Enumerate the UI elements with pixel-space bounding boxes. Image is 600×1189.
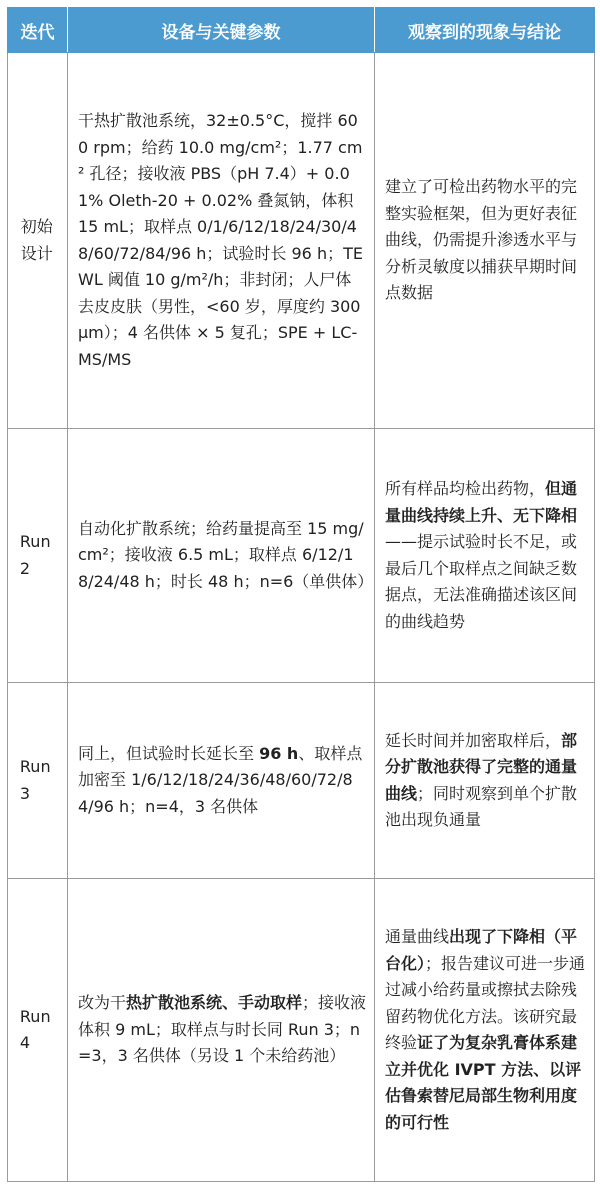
text-segment: 自动化扩散系统；给药量提高至 15 mg/cm²；接收液 6.5 mL；取样点 6/12/18/24/48 h；时长 48 h；n=6（单供体） — [78, 518, 374, 591]
table-row — [8, 429, 595, 683]
text-segment: ——提示试验时长不足，或最后几个取样点之间缺乏数据点，无法准确描述该区间的曲线趋势 — [385, 532, 578, 631]
params-cell — [68, 53, 375, 429]
iteration-table — [7, 7, 595, 1182]
table-row — [8, 683, 595, 879]
text-segment: 、取样点加密至 1/6/12/18/24/36/48/60/72/84/96 h；n=4，3 名供体 — [78, 743, 363, 816]
result-cell — [375, 683, 595, 879]
header-result: 观察到的现象与结论 — [375, 8, 595, 53]
text-segment: 延长时间并加密取样后， — [385, 730, 562, 750]
iteration-cell: Run 2 — [8, 429, 68, 683]
iteration-cell: Run 4 — [8, 879, 68, 1182]
text-segment: ；报告建议可进一步通过减小给药量或擦拭去除残留药物优化方法。该研究最终验 — [385, 953, 586, 1052]
bold-text-segment: 但通量曲线持续上升、无下降相 — [385, 479, 578, 525]
header-iteration: 迭代 — [8, 8, 68, 53]
bold-text-segment: 96 h — [259, 743, 299, 763]
result-cell — [375, 429, 595, 683]
text-segment: 同上，但试验时长延长至 — [78, 743, 260, 763]
text-segment: ；同时观察到单个扩散池出现负通量 — [385, 783, 578, 829]
header-params: 设备与关键参数 — [68, 8, 375, 53]
bold-text-segment: 证了为复杂乳膏体系建立并优化 IVPT 方法、以评估鲁索替尼局部生物利用度的可行性 — [385, 1033, 582, 1132]
result-cell — [375, 53, 595, 429]
iteration-cell: 初始设计 — [8, 53, 68, 429]
bold-text-segment: 部分扩散池获得了完整的通量曲线 — [385, 730, 578, 803]
text-segment: 改为干 — [78, 993, 127, 1013]
table-row — [8, 53, 595, 429]
iteration-cell: Run 3 — [8, 683, 68, 879]
result-cell — [375, 879, 595, 1182]
table-row — [8, 879, 595, 1182]
table-header-row — [8, 8, 595, 53]
text-segment: 通量曲线 — [385, 927, 450, 946]
params-cell — [68, 683, 375, 879]
bold-text-segment: 热扩散池系统、手动取样 — [126, 993, 303, 1013]
bold-text-segment: 出现了下降相（平台化） — [385, 927, 578, 973]
text-segment: 所有样品均检出药物， — [385, 479, 546, 498]
params-cell — [68, 879, 375, 1182]
params-cell — [68, 429, 375, 683]
text-segment: ；接收液体积 9 mL；取样点与时长同 Run 3；n=3，3 名供体（另设 1 个未给药池） — [78, 993, 367, 1066]
text-segment: 建立了可检出药物水平的完整实验框架，但为更好表征曲线，仍需提升渗透水平与分析灵敏度以捕获早期时间点数据 — [385, 177, 578, 303]
text-segment: 干热扩散池系统，32±0.5°C，搅拌 600 rpm；给药 10.0 mg/cm²；1.77 cm² 孔径；接收液 PBS（pH 7.4）+ 0.01% Oleth-20 + 0.02% 叠氮钠，体积 15 mL；取样点 0/1/6/12/18/24/30/48/60/72/84/96 h；试验时长 96 h；TEWL 阈值 10 g/m²/h；非封闭；人尸体去皮皮肤（男性，<60 岁，厚度约 300 μm）；4 名供体 × 5 复孔；SPE + LC-MS/MS — [78, 111, 363, 369]
